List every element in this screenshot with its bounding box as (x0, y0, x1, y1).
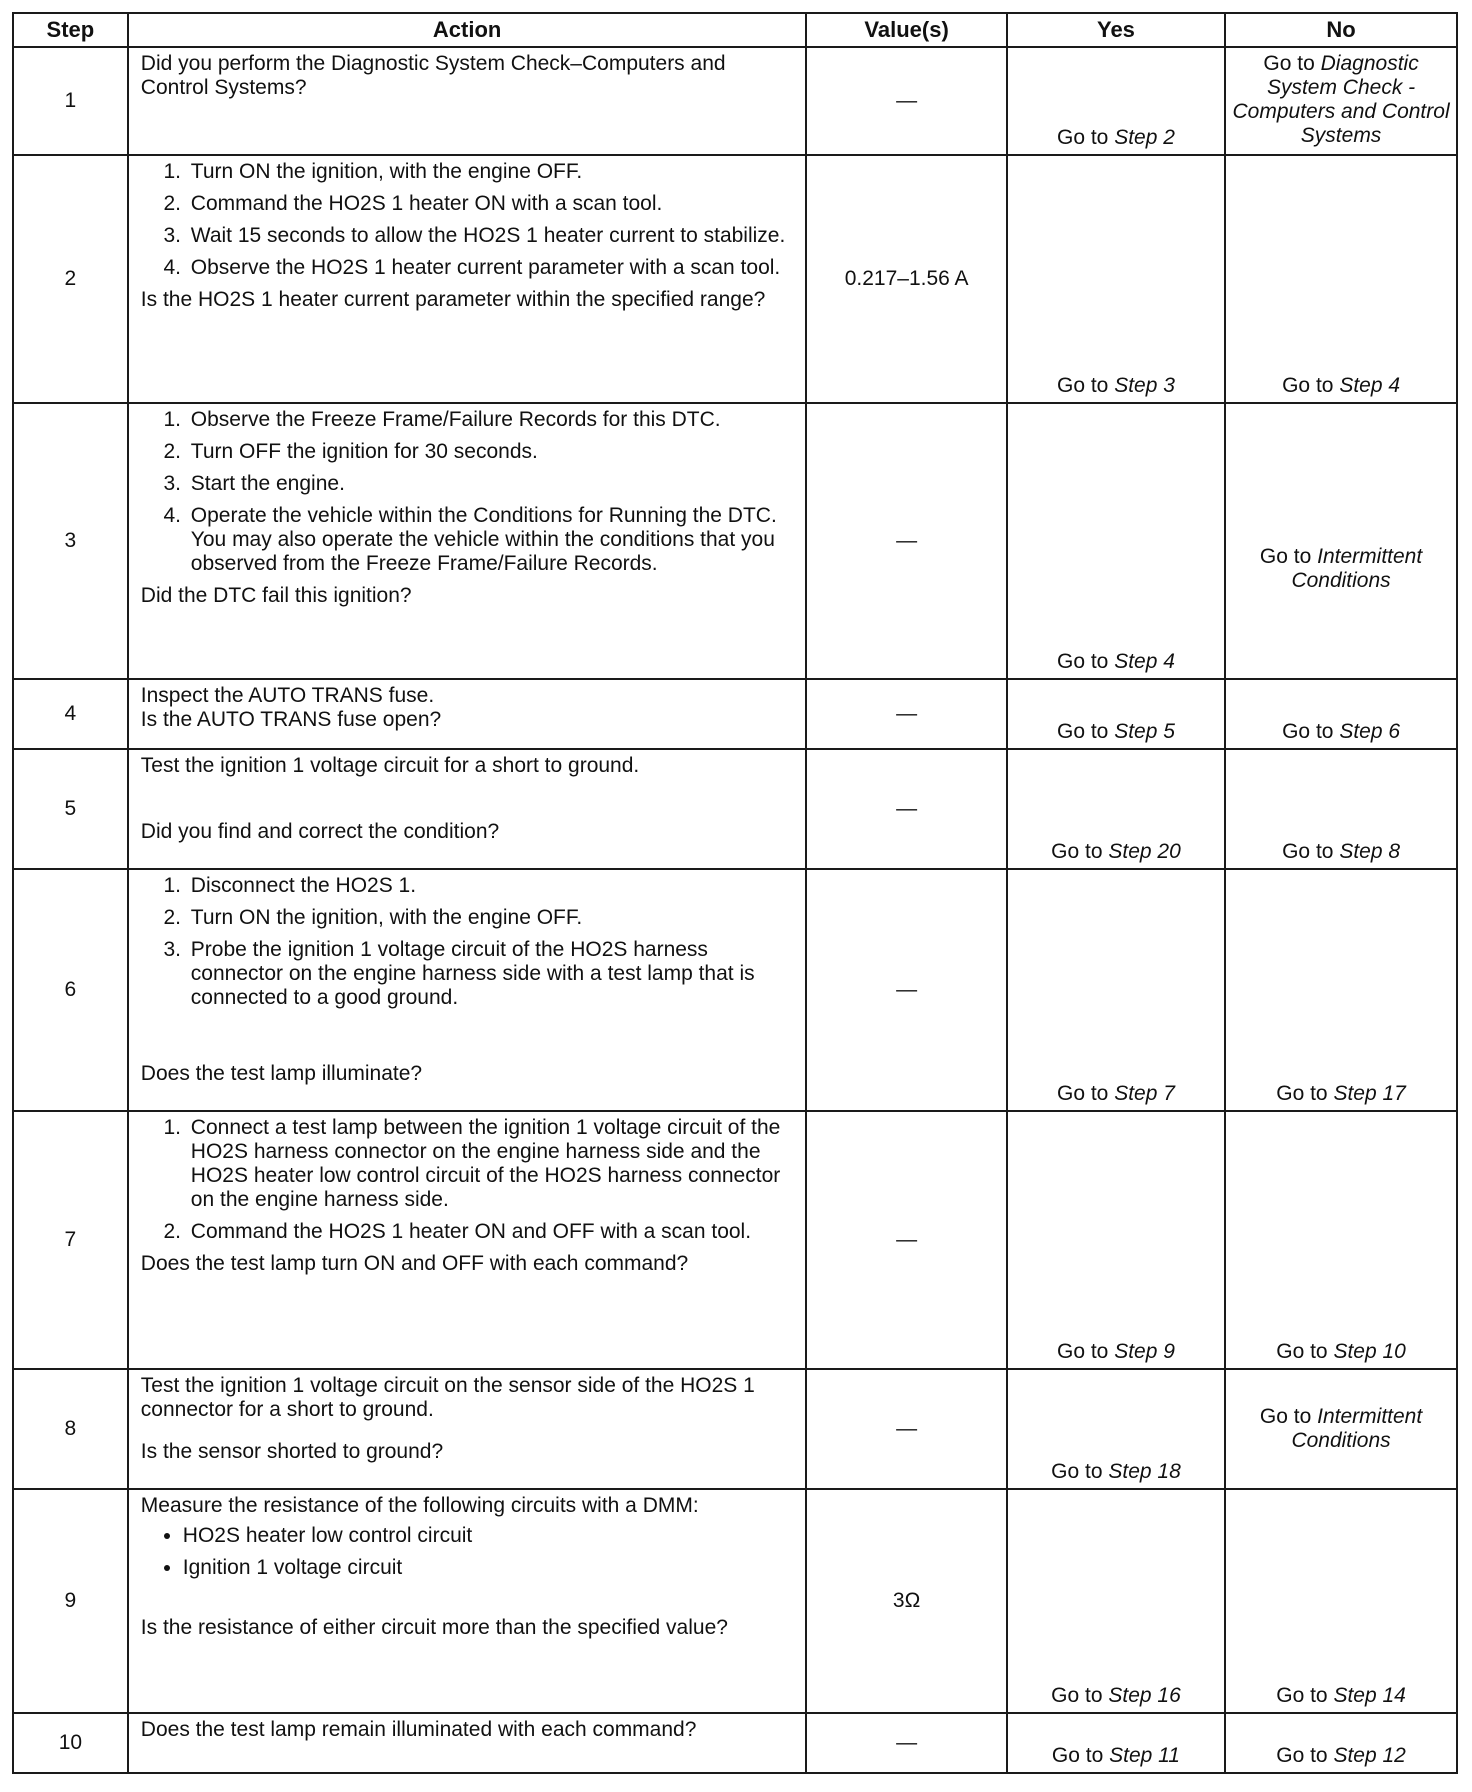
no-step-link[interactable]: Diagnostic System Check - Computers and Control Systems (1232, 52, 1450, 147)
header-yes: Yes (1007, 13, 1225, 47)
go-to-label: Go to (1263, 52, 1315, 75)
no-step-link[interactable]: Step 12 (1333, 1744, 1406, 1767)
no-step-link[interactable]: Intermittent Conditions (1291, 1405, 1423, 1452)
step-number: 4 (13, 679, 128, 749)
go-to-label: Go to (1276, 1082, 1328, 1105)
action-intro: Inspect the AUTO TRANS fuse. (140, 684, 435, 707)
list-item: 1. Turn ON the ignition, with the engine OFF. (187, 160, 796, 184)
step-number: 10 (13, 1713, 128, 1773)
list-item: 3. Probe the ignition 1 voltage circuit of the HO2S harness connector on the engine harness side with a test lamp that is connected to a good ground. (187, 938, 796, 1010)
no-cell (1225, 155, 1457, 403)
go-to-label: Go to (1056, 126, 1109, 149)
go-to-label: Go to (1276, 1684, 1328, 1707)
action-cell (128, 1111, 807, 1369)
value-cell: — (806, 1111, 1006, 1369)
yes-cell (1007, 749, 1225, 869)
table-row (13, 1369, 1457, 1489)
yes-step-link[interactable]: Step 9 (1114, 1340, 1175, 1363)
action-cell (128, 1713, 807, 1773)
go-to-label: Go to (1282, 840, 1334, 863)
action-steps-list (141, 160, 796, 280)
go-to-label: Go to (1282, 720, 1334, 743)
no-step-link[interactable]: Step 4 (1339, 374, 1401, 397)
go-to-label: Go to (1276, 1340, 1328, 1363)
list-item: 2. Turn OFF the ignition for 30 seconds. (187, 440, 796, 464)
diagnostic-table (12, 12, 1458, 1774)
no-cell (1225, 679, 1457, 749)
action-cell (128, 1489, 807, 1713)
step-number: 9 (13, 1489, 128, 1713)
go-to-label: Go to (1056, 720, 1109, 743)
action-steps-list (141, 1116, 796, 1244)
action-intro: Did you perform the Diagnostic System Check–Computers and Control Systems? (140, 52, 726, 99)
no-step-link[interactable]: Step 14 (1333, 1684, 1406, 1707)
value-cell: — (806, 869, 1006, 1111)
action-cell (128, 403, 807, 679)
go-to-label: Go to (1056, 1340, 1109, 1363)
action-steps-list (141, 408, 796, 576)
list-item: 2. Command the HO2S 1 heater ON and OFF with a scan tool. (187, 1220, 796, 1244)
action-question: Does the test lamp turn ON and OFF with each command? (140, 1252, 689, 1275)
no-cell (1225, 403, 1457, 679)
go-to-label: Go to (1276, 1744, 1328, 1767)
step-number: 8 (13, 1369, 128, 1489)
action-cell (128, 869, 807, 1111)
action-question: Is the HO2S 1 heater current parameter within the specified range? (140, 288, 766, 311)
table-row (13, 403, 1457, 679)
circuit-bullet-list (141, 1524, 796, 1580)
yes-cell (1007, 403, 1225, 679)
no-step-link[interactable]: Step 17 (1333, 1082, 1406, 1105)
no-cell (1225, 749, 1457, 869)
no-cell (1225, 47, 1457, 155)
no-step-link[interactable]: Step 6 (1339, 720, 1401, 743)
go-to-label: Go to (1056, 650, 1109, 673)
list-item: 4. Observe the HO2S 1 heater current parameter with a scan tool. (187, 256, 796, 280)
yes-step-link[interactable]: Step 4 (1114, 650, 1175, 673)
action-steps-list (141, 874, 796, 1010)
action-intro: Test the ignition 1 voltage circuit on the sensor side of the HO2S 1 connector for a short to ground. (140, 1374, 755, 1421)
go-to-label: Go to (1051, 1744, 1104, 1767)
yes-cell (1007, 1111, 1225, 1369)
list-item: 3. Start the engine. (187, 472, 796, 496)
yes-step-link[interactable]: Step 16 (1108, 1684, 1181, 1707)
go-to-label: Go to (1282, 374, 1334, 397)
header-value: Value(s) (806, 13, 1006, 47)
action-question: Is the sensor shorted to ground? (140, 1440, 444, 1463)
step-number: 2 (13, 155, 128, 403)
action-question: Is the resistance of either circuit more than the specified value? (140, 1616, 728, 1639)
no-step-link[interactable]: Intermittent Conditions (1291, 545, 1423, 592)
list-item: • HO2S heater low control circuit (183, 1524, 796, 1548)
action-intro: Measure the resistance of the following circuits with a DMM: (140, 1494, 699, 1517)
step-number: 1 (13, 47, 128, 155)
header-no: No (1225, 13, 1457, 47)
action-cell (128, 155, 807, 403)
action-intro: Test the ignition 1 voltage circuit for a short to ground. (140, 754, 640, 777)
action-cell (128, 749, 807, 869)
table-row (13, 47, 1457, 155)
value-cell: — (806, 749, 1006, 869)
yes-step-link[interactable]: Step 11 (1109, 1744, 1180, 1767)
value-cell: 3Ω (806, 1489, 1006, 1713)
yes-step-link[interactable]: Step 3 (1114, 374, 1175, 397)
table-row (13, 749, 1457, 869)
yes-step-link[interactable]: Step 5 (1114, 720, 1175, 743)
action-cell (128, 679, 807, 749)
go-to-label: Go to (1259, 1405, 1312, 1428)
list-item: 4. Operate the vehicle within the Conditions for Running the DTC. You may also operate the vehicle within the conditions that you observed from the Freeze Frame/Failure Records. (187, 504, 796, 576)
action-cell (128, 1369, 807, 1489)
action-cell (128, 47, 807, 155)
table-row (13, 1713, 1457, 1773)
go-to-label: Go to (1056, 374, 1109, 397)
action-question: Is the AUTO TRANS fuse open? (140, 708, 442, 731)
no-step-link[interactable]: Step 10 (1333, 1340, 1406, 1363)
value-cell: — (806, 679, 1006, 749)
action-question: Does the test lamp remain illuminated with each command? (140, 1718, 697, 1741)
table-row (13, 1489, 1457, 1713)
header-row (13, 13, 1457, 47)
list-item: 2. Command the HO2S 1 heater ON with a scan tool. (187, 192, 796, 216)
go-to-label: Go to (1051, 1684, 1103, 1707)
list-item: 1. Observe the Freeze Frame/Failure Records for this DTC. (187, 408, 796, 432)
no-step-link[interactable]: Step 8 (1339, 840, 1401, 863)
yes-cell (1007, 869, 1225, 1111)
table-row (13, 679, 1457, 749)
header-action: Action (128, 13, 807, 47)
list-item: 2. Turn ON the ignition, with the engine OFF. (187, 906, 796, 930)
yes-cell (1007, 155, 1225, 403)
no-cell (1225, 1713, 1457, 1773)
no-cell (1225, 1489, 1457, 1713)
value-cell: — (806, 1713, 1006, 1773)
step-number: 6 (13, 869, 128, 1111)
value-cell: — (806, 1369, 1006, 1489)
yes-cell (1007, 679, 1225, 749)
list-item: 1. Disconnect the HO2S 1. (187, 874, 796, 898)
step-number: 7 (13, 1111, 128, 1369)
no-cell (1225, 1369, 1457, 1489)
table-row (13, 869, 1457, 1111)
table-row (13, 1111, 1457, 1369)
table-row (13, 155, 1457, 403)
step-number: 3 (13, 403, 128, 679)
yes-step-link[interactable]: Step 7 (1114, 1082, 1175, 1105)
yes-cell (1007, 1713, 1225, 1773)
go-to-label: Go to (1056, 1082, 1109, 1105)
yes-cell (1007, 47, 1225, 155)
yes-cell (1007, 1489, 1225, 1713)
no-cell (1225, 1111, 1457, 1369)
diagnostic-table-container (12, 12, 1458, 1774)
action-question: Did the DTC fail this ignition? (140, 584, 412, 607)
list-item: 3. Wait 15 seconds to allow the HO2S 1 heater current to stabilize. (187, 224, 796, 248)
yes-cell (1007, 1369, 1225, 1489)
action-question: Did you find and correct the condition? (140, 820, 500, 843)
go-to-label: Go to (1051, 840, 1103, 863)
yes-step-link[interactable]: Step 18 (1108, 1460, 1181, 1483)
yes-step-link[interactable]: Step 2 (1114, 126, 1175, 149)
action-question: Does the test lamp illuminate? (140, 1062, 423, 1085)
value-cell: 0.217–1.56 A (806, 155, 1006, 403)
list-item: • Ignition 1 voltage circuit (183, 1556, 796, 1580)
go-to-label: Go to (1051, 1460, 1103, 1483)
value-cell: — (806, 47, 1006, 155)
header-step: Step (13, 13, 128, 47)
go-to-label: Go to (1259, 545, 1312, 568)
step-number: 5 (13, 749, 128, 869)
no-cell (1225, 869, 1457, 1111)
value-cell: — (806, 403, 1006, 679)
yes-step-link[interactable]: Step 20 (1108, 840, 1181, 863)
list-item: 1. Connect a test lamp between the ignition 1 voltage circuit of the HO2S harness connector on the engine harness side and the HO2S heater low control circuit of the HO2S harness connector on the engine harness side. (187, 1116, 796, 1212)
